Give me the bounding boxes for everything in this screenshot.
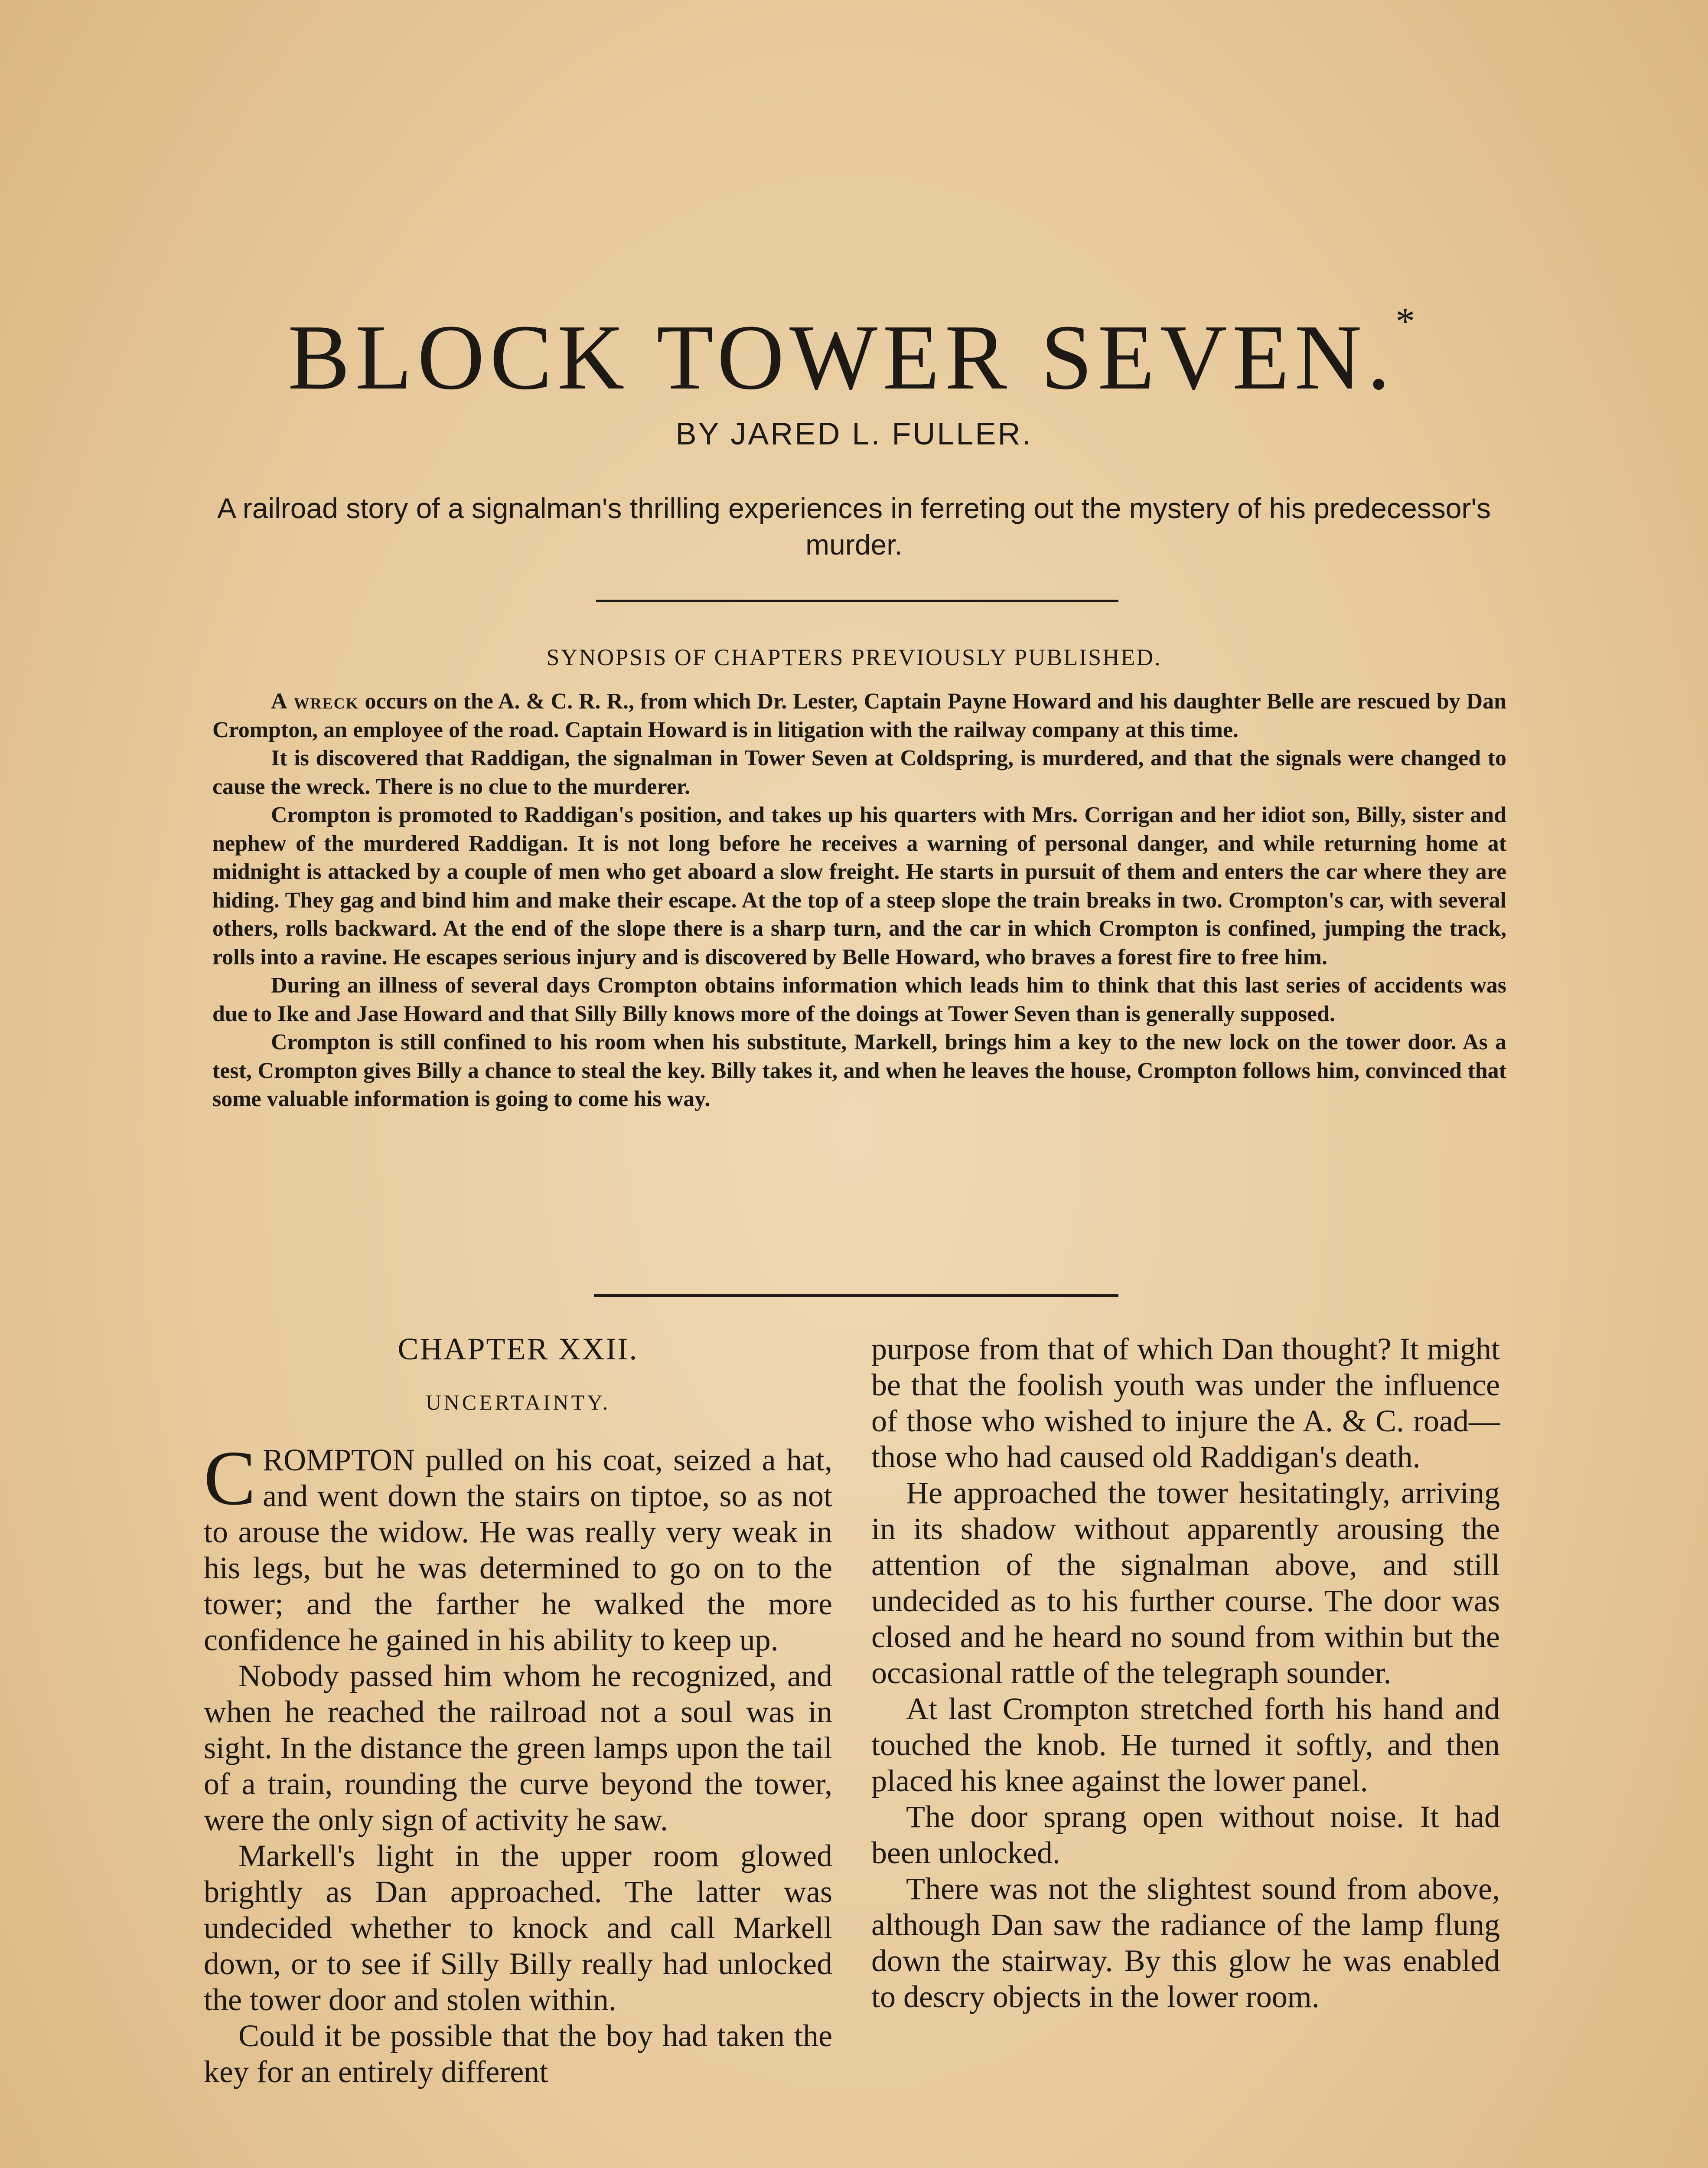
synopsis-paragraph: Crompton is still confined to his room when his substitute, Markell, brings him a key to the new lock on the tower door. As a test, Crompton gives Billy a chance to steal the key. Billy takes it, and when he leaves the house, Crompton follows him, convinced that some valuable information is going to come his way. — [212, 1030, 1506, 1111]
chapter-paragraph: Markell's light in the upper room glowed brightly as Dan approached. The latter was undecided whether to knock and call Markell down, or to see if Silly Billy really had unlocked the tower door and stolen within. — [204, 1838, 832, 2017]
synopsis-paragraph — [212, 687, 1506, 744]
text-column-left — [204, 1331, 832, 2090]
chapter-paragraph: Could it be possible that the boy had taken the key for an entirely different — [204, 2018, 832, 2089]
text-column-right — [871, 1331, 1500, 2015]
chapter-paragraph-continued: purpose from that of which Dan thought? It might be that the foolish youth was under the influence of those who wished to injure the A. & C. road—those who had caused old Raddigan's death. — [871, 1332, 1500, 1474]
title-footnote-mark: * — [1395, 300, 1421, 343]
synopsis-text: occurs on the A. & C. R. R., from which Dr. Lester, Captain Payne Howard and his daughter Belle are rescued by Dan Crompton, an employee of the road. Captain Howard is in litigation with the railway company at this time. — [212, 689, 1507, 742]
chapter-title: CHAPTER XXII. — [398, 1332, 639, 1366]
drop-cap: C — [204, 1435, 256, 1521]
story-title — [0, 300, 1708, 411]
synopsis-paragraph: Crompton is promoted to Raddigan's position, and takes up his quarters with Mrs. Corrigan and her idiot son, Billy, sister and nephew of the murdered Raddigan. It is not long before he receives a warning of personal danger, and while returning home at midnight is attacked by a couple of men who get aboard a slow freight. He starts in pursuit of them and enters the car where they are hiding. They gag and bind him and make their escape. At the top of a steep slope the train breaks in two. Crompton's car, with several others, rolls backward. At the end of the slope there is a sharp turn, and the car in which Crompton is confined, jumping the track, rolls into a ravine. He escapes serious injury and is discovered by Belle Howard, who braves a forest fire to free him. — [212, 803, 1506, 970]
synopsis-heading: SYNOPSIS OF CHAPTERS PREVIOUSLY PUBLISHED. — [546, 644, 1162, 670]
synopsis-lead: A wreck — [271, 689, 359, 714]
chapter-paragraph: The door sprang open without noise. It had been unlocked. — [871, 1799, 1500, 1870]
synopsis-paragraph: It is discovered that Raddigan, the signalman in Tower Seven at Coldspring, is murdered, and that the signals were changed to cause the wreck. There is no clue to the murderer. — [212, 746, 1506, 799]
chapter-paragraph: There was not the slightest sound from above, although Dan saw the radiance of the lamp flung down the stairway. By this glow he was enabled to descry objects in the lower room. — [871, 1871, 1500, 2014]
opening-word: ROMPTON — [263, 1443, 415, 1477]
synopsis — [212, 687, 1506, 1113]
chapter-subtitle: UNCERTAINTY. — [425, 1390, 611, 1414]
chapter-paragraph: He approached the tower hesitatingly, arriving in its shadow without apparently arousing the attention of the signalman above, and still undecided as to his further course. The door was closed and he heard no sound from within but the occasional rattle of the telegraph sounder. — [871, 1476, 1500, 1690]
chapter-paragraph: Nobody passed him whom he recognized, and when he reached the railroad not a soul was in sight. In the distance the green lamps upon the tail of a train, rounding the curve beyond the tower, were the only sign of activity he saw. — [204, 1659, 832, 1837]
divider-rule — [596, 600, 1118, 602]
chapter-paragraph: At last Crompton stretched forth his hand and touched the knob. He turned it softly, and then placed his knee against the lower panel. — [871, 1691, 1500, 1798]
story-title-text: BLOCK TOWER SEVEN. — [287, 305, 1396, 409]
divider-rule — [594, 1294, 1118, 1297]
synopsis-paragraph: During an illness of several days Crompton obtains information which leads him to think that this last series of accidents was due to Ike and Jase Howard and that Silly Billy knows more of the doings at Tower Seven than is generally supposed. — [212, 973, 1506, 1026]
byline: BY JARED L. FULLER. — [675, 417, 1033, 451]
story-subtitle: A railroad story of a signalman's thrilling experiences in ferreting out the mystery of his predecessor's murder. — [217, 492, 1491, 561]
chapter-paragraph — [204, 1435, 832, 1658]
paragraph-text: pulled on his coat, seized a hat, and went down the stairs on tiptoe, so as not to arouse the widow. He was really very weak in his legs, but he was determined to go on to the tower; and the farther he walked the more confidence he gained in his ability to keep up. — [204, 1443, 832, 1657]
